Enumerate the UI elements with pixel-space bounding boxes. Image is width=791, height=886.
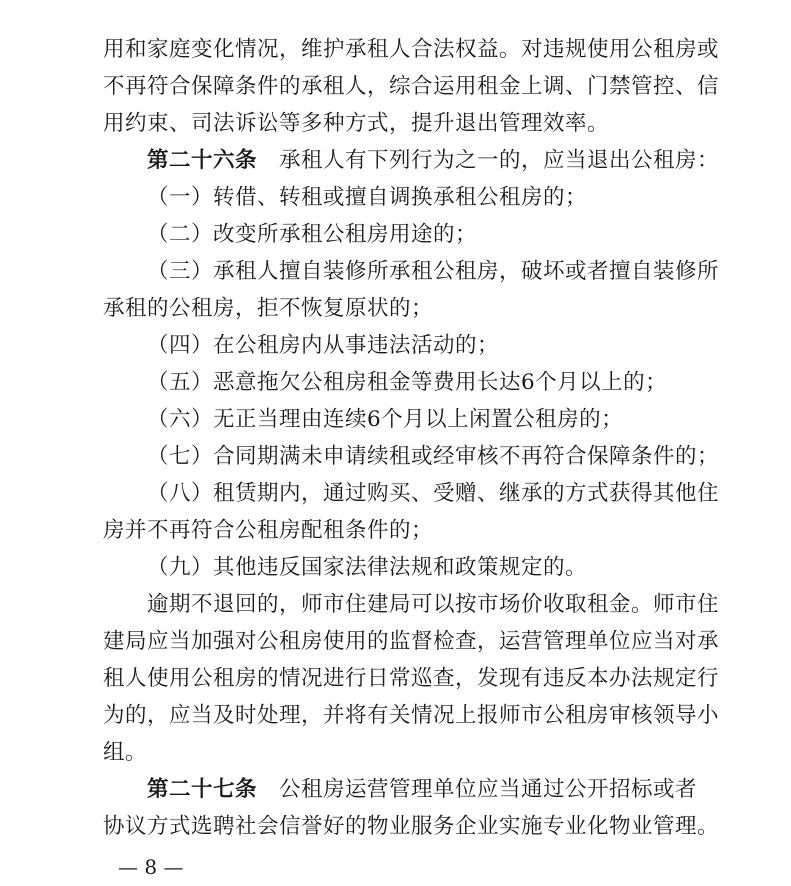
- page-number: — 8 —: [118, 855, 184, 879]
- body-line: 建局应当加强对公租房使用的监督检查，运营管理单位应当对承: [103, 629, 720, 654]
- article-27-line: [147, 770, 698, 810]
- body-line: 协议方式选聘社会信誉好的物业服务企业实施专业化物业管理。: [103, 814, 720, 839]
- article-26-line: [147, 141, 720, 181]
- article-heading: 第二十六条: [147, 148, 258, 173]
- list-item: （七）合同期满未申请续租或经审核不再符合保障条件的；: [147, 444, 720, 469]
- list-item: （六）无正当理由连续6个月以上闲置公租房的；: [147, 407, 624, 432]
- article-text: 公租房运营管理单位应当通过公开招标或者: [279, 777, 698, 802]
- body-line: 组。: [103, 740, 148, 765]
- list-item: （五）恶意拖欠公租房租金等费用长达6个月以上的；: [147, 370, 668, 395]
- list-item: （三）承租人擅自装修所承租公租房，破坏或者擅自装修所: [147, 259, 720, 284]
- body-line: 租人使用公租房的情况进行日常巡查，发现有违反本办法规定行: [103, 666, 720, 691]
- body-line: 不再符合保障条件的承租人，综合运用租金上调、门禁管控、信: [103, 74, 720, 99]
- list-item-continuation: 房并不再符合公租房配租条件的；: [103, 518, 434, 543]
- list-item: （九）其他违反国家法律法规和政策规定的。: [147, 555, 588, 580]
- body-line: 用约束、司法诉讼等多种方式，提升退出管理效率。: [103, 111, 610, 136]
- list-item: （一）转借、转租或擅自调换承租公租房的；: [147, 185, 588, 210]
- body-line: 为的，应当及时处理，并将有关情况上报师市公租房审核领导小: [103, 703, 720, 728]
- article-heading: 第二十七条: [147, 777, 258, 802]
- list-item-continuation: 承租的公租房，拒不恢复原状的；: [103, 296, 434, 321]
- body-line: 用和家庭变化情况，维护承租人合法权益。对违规使用公租房或: [103, 37, 720, 62]
- list-item: （二）改变所承租公租房用途的；: [147, 222, 478, 247]
- list-item: （八）租赁期内，通过购买、受赠、继承的方式获得其他住: [147, 481, 720, 506]
- body-line: 逾期不退回的，师市住建局可以按市场价收取租金。师市住: [147, 592, 720, 617]
- list-item: （四）在公租房内从事违法活动的；: [147, 333, 500, 358]
- article-text: 承租人有下列行为之一的，应当退出公租房：: [279, 148, 720, 173]
